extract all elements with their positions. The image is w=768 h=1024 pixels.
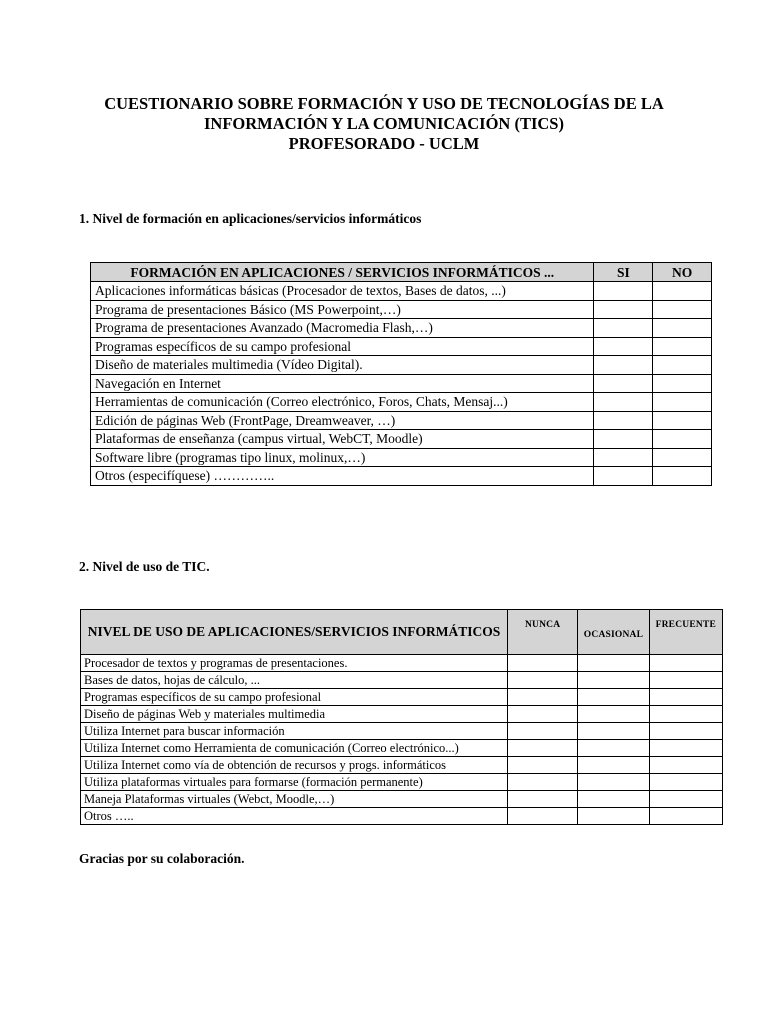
ocasional-cell[interactable]: [578, 791, 649, 808]
nunca-cell[interactable]: [507, 808, 577, 825]
closing-text: Gracias por su colaboración.: [79, 851, 245, 866]
nunca-column-header: NUNCA: [507, 610, 577, 655]
document-title: [0, 94, 768, 154]
training-column-header: FORMACIÓN EN APLICACIONES / SERVICIOS INFORMÁTICOS ...: [91, 263, 594, 282]
training-table-header-row: [91, 263, 712, 282]
table-row: [91, 448, 712, 467]
ocasional-cell[interactable]: [578, 808, 649, 825]
frecuente-cell[interactable]: [649, 757, 722, 774]
nunca-cell[interactable]: [507, 672, 577, 689]
si-cell[interactable]: [594, 411, 653, 430]
row-label: Herramientas de comunicación (Correo electrónico, Foros, Chats, Mensaj...): [91, 393, 594, 412]
nunca-cell[interactable]: [507, 655, 577, 672]
si-cell[interactable]: [594, 374, 653, 393]
usage-table: [80, 609, 723, 825]
ocasional-cell[interactable]: [578, 672, 649, 689]
frecuente-cell[interactable]: [649, 791, 722, 808]
si-cell[interactable]: [594, 430, 653, 449]
row-label: Navegación en Internet: [91, 374, 594, 393]
table-row: [81, 791, 723, 808]
row-label: Programas específicos de su campo profesional: [81, 689, 508, 706]
table-row: [81, 757, 723, 774]
table-row: [91, 430, 712, 449]
no-column-header: NO: [653, 263, 712, 282]
row-label: Software libre (programas tipo linux, molinux,…): [91, 448, 594, 467]
table-row: [91, 393, 712, 412]
nunca-cell[interactable]: [507, 757, 577, 774]
row-label: Programas específicos de su campo profesional: [91, 337, 594, 356]
nunca-cell[interactable]: [507, 723, 577, 740]
si-cell[interactable]: [594, 319, 653, 338]
no-cell[interactable]: [653, 374, 712, 393]
frecuente-cell[interactable]: [649, 672, 722, 689]
section-1-heading: 1. Nivel de formación en aplicaciones/servicios informáticos: [79, 211, 422, 226]
ocasional-cell[interactable]: [578, 723, 649, 740]
frecuente-column-header: FRECUENTE: [649, 610, 722, 655]
row-label: Programa de presentaciones Básico (MS Powerpoint,…): [91, 300, 594, 319]
table-row: [91, 411, 712, 430]
table-row: [91, 374, 712, 393]
nunca-cell[interactable]: [507, 740, 577, 757]
ocasional-cell[interactable]: [578, 655, 649, 672]
title-line-2: INFORMACIÓN Y LA COMUNICACIÓN (TICS): [204, 114, 564, 133]
nunca-cell[interactable]: [507, 689, 577, 706]
frecuente-cell[interactable]: [649, 808, 722, 825]
ocasional-cell[interactable]: [578, 706, 649, 723]
frecuente-cell[interactable]: [649, 723, 722, 740]
si-cell[interactable]: [594, 448, 653, 467]
table-row: [81, 706, 723, 723]
row-label: Utiliza Internet como vía de obtención de recursos y progs. informáticos: [81, 757, 508, 774]
nunca-cell[interactable]: [507, 774, 577, 791]
si-column-header: SI: [594, 263, 653, 282]
no-cell[interactable]: [653, 282, 712, 301]
table-row: [91, 300, 712, 319]
no-cell[interactable]: [653, 448, 712, 467]
row-label: Diseño de páginas Web y materiales multimedia: [81, 706, 508, 723]
title-line-1: CUESTIONARIO SOBRE FORMACIÓN Y USO DE TECNOLOGÍAS DE LA: [104, 94, 664, 113]
row-label: Utiliza Internet para buscar información: [81, 723, 508, 740]
row-label: Utiliza Internet como Herramienta de comunicación (Correo electrónico...): [81, 740, 508, 757]
no-cell[interactable]: [653, 319, 712, 338]
usage-table-header-row: [81, 610, 723, 655]
frecuente-cell[interactable]: [649, 740, 722, 757]
row-label: Maneja Plataformas virtuales (Webct, Moodle,…): [81, 791, 508, 808]
no-cell[interactable]: [653, 356, 712, 375]
table-row: [81, 808, 723, 825]
row-label: Diseño de materiales multimedia (Vídeo Digital).: [91, 356, 594, 375]
si-cell[interactable]: [594, 282, 653, 301]
frecuente-cell[interactable]: [649, 706, 722, 723]
row-label: Edición de páginas Web (FrontPage, Dreamweaver, …): [91, 411, 594, 430]
table-row: [81, 774, 723, 791]
ocasional-cell[interactable]: [578, 757, 649, 774]
training-table: [90, 262, 712, 486]
si-cell[interactable]: [594, 300, 653, 319]
ocasional-cell[interactable]: [578, 689, 649, 706]
nunca-cell[interactable]: [507, 706, 577, 723]
no-cell[interactable]: [653, 430, 712, 449]
table-row: [81, 689, 723, 706]
row-label: Otros …..: [81, 808, 508, 825]
table-row: [91, 356, 712, 375]
ocasional-cell[interactable]: [578, 774, 649, 791]
table-row: [81, 723, 723, 740]
row-label: Otros (especifíquese) …………..: [91, 467, 594, 486]
si-cell[interactable]: [594, 393, 653, 412]
table-row: [81, 672, 723, 689]
table-row: [81, 740, 723, 757]
row-label: Utiliza plataformas virtuales para formarse (formación permanente): [81, 774, 508, 791]
no-cell[interactable]: [653, 467, 712, 486]
si-cell[interactable]: [594, 467, 653, 486]
table-row: [91, 319, 712, 338]
table-row: [81, 655, 723, 672]
title-line-3: PROFESORADO - UCLM: [288, 134, 480, 153]
table-row: [91, 467, 712, 486]
table-row: [91, 337, 712, 356]
usage-column-header: NIVEL DE USO DE APLICACIONES/SERVICIOS INFORMÁTICOS: [81, 610, 508, 655]
ocasional-cell[interactable]: [578, 740, 649, 757]
ocasional-column-header: OCASIONAL: [578, 610, 649, 655]
row-label: Procesador de textos y programas de presentaciones.: [81, 655, 508, 672]
row-label: Programa de presentaciones Avanzado (Macromedia Flash,…): [91, 319, 594, 338]
frecuente-cell[interactable]: [649, 655, 722, 672]
si-cell[interactable]: [594, 337, 653, 356]
no-cell[interactable]: [653, 337, 712, 356]
row-label: Bases de datos, hojas de cálculo, ...: [81, 672, 508, 689]
row-label: Aplicaciones informáticas básicas (Procesador de textos, Bases de datos, ...): [91, 282, 594, 301]
table-row: [91, 282, 712, 301]
frecuente-cell[interactable]: [649, 774, 722, 791]
si-cell[interactable]: [594, 356, 653, 375]
no-cell[interactable]: [653, 393, 712, 412]
frecuente-cell[interactable]: [649, 689, 722, 706]
section-2-heading: 2. Nivel de uso de TIC.: [79, 559, 210, 574]
no-cell[interactable]: [653, 411, 712, 430]
no-cell[interactable]: [653, 300, 712, 319]
nunca-cell[interactable]: [507, 791, 577, 808]
row-label: Plataformas de enseñanza (campus virtual, WebCT, Moodle): [91, 430, 594, 449]
